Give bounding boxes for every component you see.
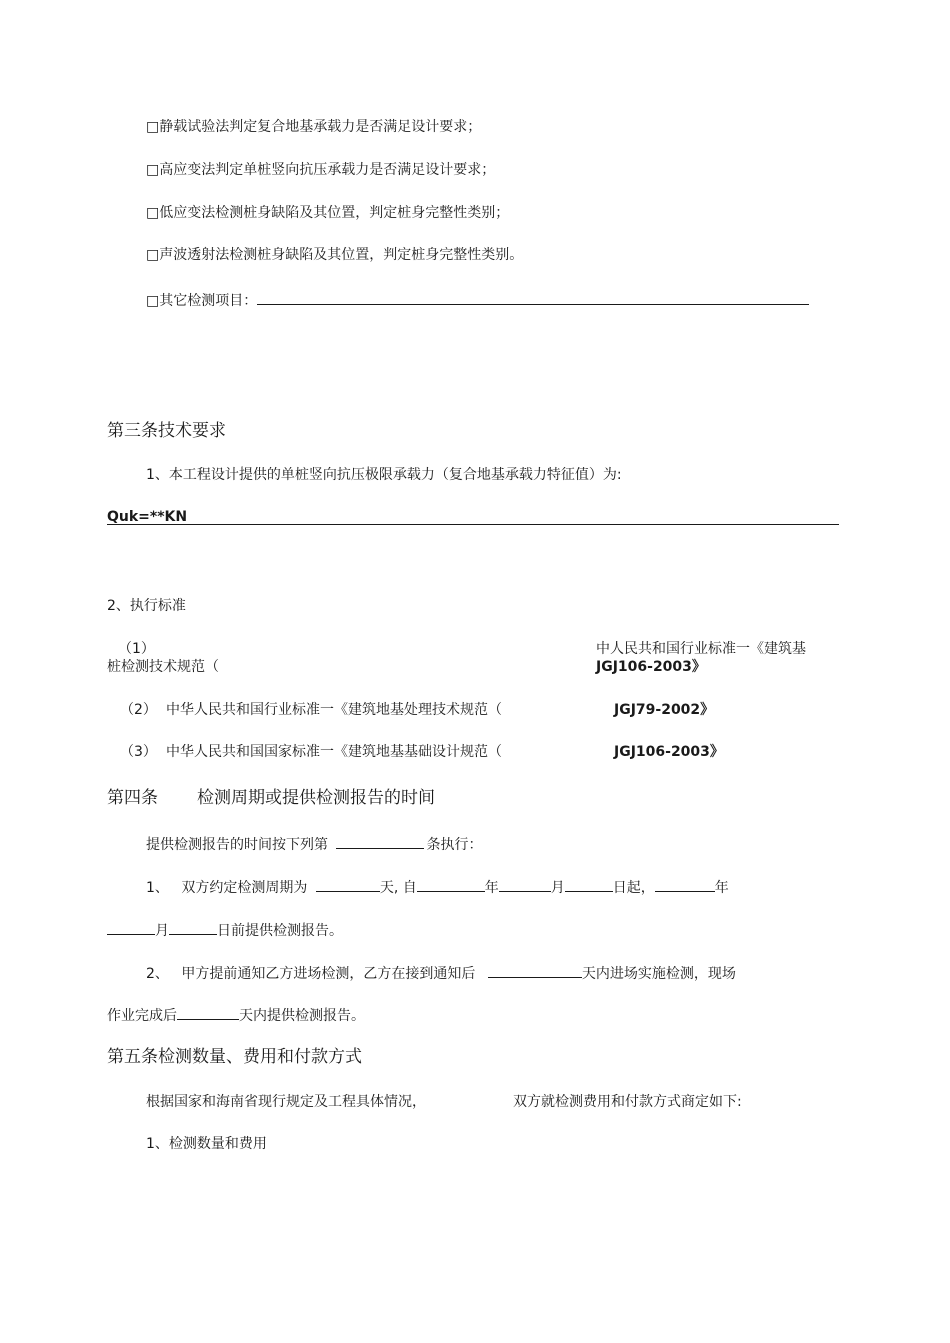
period-clause-2-entry: 天内进场实施检测，现场 (581, 966, 736, 982)
article-3-item-1: 1、本工程设计提供的单桩竖向抗压极限承载力（复合地基承载力特征值）为: (146, 467, 622, 483)
checklist-item-low-strain: □低应变法检测桩身缺陷及其位置，判定桩身完整性类别； (146, 205, 510, 221)
period-clause-1-number: 1、 (146, 880, 169, 896)
period-clause-2-cont (107, 1004, 365, 1025)
start-day-blank (565, 876, 613, 892)
clause-number-blank (336, 833, 424, 849)
checklist-item-high-strain: □高应变法判定单桩竖向抗压承载力是否满足设计要求； (146, 162, 496, 178)
day-from-label: 日起， (612, 880, 655, 896)
quk-underline (107, 524, 839, 525)
article-3-item-2: 2、执行标准 (107, 598, 186, 614)
start-month-blank (499, 876, 551, 892)
end-day-blank (169, 919, 217, 935)
article-4-heading-title: 检测周期或提供检测报告的时间 (197, 788, 435, 808)
report-days-blank (177, 1004, 239, 1020)
other-item-label: □其它检测项目： (146, 293, 258, 309)
start-year-blank (417, 876, 485, 892)
article-4-heading-number: 第四条 (107, 788, 158, 808)
end-year-label: 年 (714, 880, 729, 896)
period-clause-2-after: 作业完成后 (107, 1008, 177, 1024)
other-item-blank (257, 289, 809, 305)
standard-1-number: （1） (118, 641, 155, 657)
end-day-label: 日前提供检测报告。 (217, 923, 343, 939)
standard-3-code: JGJ106-2003》 (614, 744, 724, 760)
period-clause-1-text: 双方约定检测周期为 (181, 880, 308, 896)
article-3-heading: 第三条技术要求 (107, 421, 226, 441)
article-4-intro-suffix: 条执行： (426, 837, 483, 853)
article-5-heading: 第五条检测数量、费用和付款方式 (107, 1047, 362, 1067)
period-clause-1-from: 天, 自 (379, 880, 417, 896)
article-4-intro (146, 833, 482, 854)
article-5-intro-b: 双方就检测费用和付款方式商定如下: (513, 1094, 742, 1110)
entry-days-blank (488, 962, 582, 978)
standard-3-title: 中华人民共和国国家标准一《建筑地基基础设计规范（ (166, 744, 502, 760)
period-clause-2 (146, 962, 736, 983)
end-month-label: 月 (155, 923, 169, 939)
quk-value: Quk=**KN (107, 509, 188, 525)
period-clause-1 (146, 876, 729, 897)
period-clause-1-cont (107, 919, 343, 940)
period-clause-2-report: 天内提供检测报告。 (239, 1008, 365, 1024)
checklist-item-static-load: □静载试验法判定复合地基承载力是否满足设计要求； (146, 119, 482, 135)
article-5-item-1: 1、检测数量和费用 (146, 1136, 267, 1152)
standard-2-number: （2） (120, 702, 157, 718)
days-blank (316, 876, 380, 892)
standard-1-code: JGJ106-2003》 (596, 659, 706, 675)
period-clause-2-text: 甲方提前通知乙方进场检测，乙方在接到通知后 (181, 966, 476, 982)
month-label: 月 (550, 880, 565, 896)
year-label: 年 (484, 880, 499, 896)
standard-1-title: 桩检测技术规范（ (107, 659, 219, 675)
standard-2-code: JGJ79-2002》 (614, 702, 715, 718)
checklist-item-other (146, 289, 809, 310)
standard-1-issuer: 中人民共和国行业标准一《建筑基 (596, 641, 806, 657)
standard-2-title: 中华人民共和国行业标准一《建筑地基处理技术规范（ (166, 702, 502, 718)
standard-3-number: （3） (120, 744, 157, 760)
period-clause-2-number: 2、 (146, 966, 169, 982)
checklist-item-sonic: □声波透射法检测桩身缺陷及其位置，判定桩身完整性类别。 (146, 247, 524, 263)
end-month-blank (107, 919, 155, 935)
article-5-intro-a: 根据国家和海南省现行规定及工程具体情况， (146, 1094, 426, 1110)
end-year-blank (655, 876, 715, 892)
article-4-intro-text: 提供检测报告的时间按下列第 (146, 837, 328, 853)
